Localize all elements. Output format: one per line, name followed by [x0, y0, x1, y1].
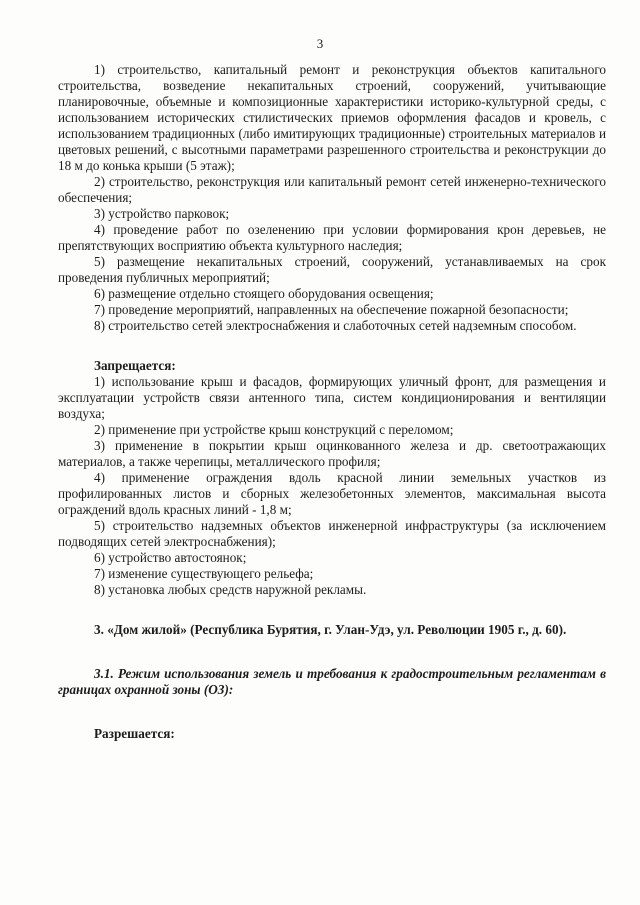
- prohibited-heading: Запрещается:: [94, 358, 176, 373]
- prohibited-item-6: 6) устройство автостоянок;: [94, 550, 247, 565]
- allowed-item-4: 4) проведение работ по озеленению при условии формирования крон деревьев, не препятствующих восприятию объекта культурного наследия;: [58, 222, 606, 253]
- section-heading: 3. «Дом жилой» (Республика Бурятия, г. Улан-Удэ, ул. Революции 1905 г., д. 60).: [94, 622, 567, 637]
- subsection-heading: 3.1. Режим использования земель и требования к градостроительным регламентам в границах охранной зоны (ОЗ):: [58, 666, 606, 697]
- prohibited-item-1: 1) использование крыш и фасадов, формирующих уличный фронт, для размещения и эксплуатации устройств связи антенного типа, систем кондиционирования и вентиляции воздуха;: [58, 374, 606, 421]
- prohibited-item-5: 5) строительство надземных объектов инженерной инфраструктуры (за исключением подводящих сетей электроснабжения);: [58, 518, 606, 549]
- page-number: 3: [316, 36, 324, 51]
- prohibited-item-4: 4) применение ограждения вдоль красной линии земельных участков из профилированных листов и сборных железобетонных элементов, максимальная высота ограждений вдоль красных линий - 1,8 м;: [58, 470, 606, 517]
- prohibited-item-8: 8) установка любых средств наружной рекламы.: [94, 582, 367, 597]
- allowed-item-3: 3) устройство парковок;: [94, 206, 230, 221]
- allowed-item-6: 6) размещение отдельно стоящего оборудования освещения;: [94, 286, 434, 301]
- allowed-item-2: 2) строительство, реконструкция или капитальный ремонт сетей инженерно-технического обеспечения;: [58, 174, 606, 205]
- prohibited-item-2: 2) применение при устройстве крыш конструкций с переломом;: [94, 422, 454, 437]
- prohibited-item-7: 7) изменение существующего рельефа;: [94, 566, 314, 581]
- allowed-item-8: 8) строительство сетей электроснабжения и слаботочных сетей надземным способом.: [94, 318, 577, 333]
- document-body: [58, 62, 606, 742]
- allowed-item-7: 7) проведение мероприятий, направленных на обеспечение пожарной безопасности;: [94, 302, 569, 317]
- allowed-item-1: 1) строительство, капитальный ремонт и реконструкция объектов капитального строительства, возведение некапитальных строений, сооружений, учитывающие планировочные, объемные и композиционные характеристики историко-культурной среды, с использованием исторических стилистических приемов оформления фасадов и кровель, с использованием традиционных (либо имитирующих традиционные) строительных материалов и цветовых решений, с высотными параметрами разрешенного строительства и реконструкции до 18 м до конька крыши (5 этаж);: [58, 62, 606, 173]
- prohibited-item-3: 3) применение в покрытии крыш оцинкованного железа и др. светоотражающих материалов, а также черепицы, металлического профиля;: [58, 438, 606, 469]
- allowed-item-5: 5) размещение некапитальных строений, сооружений, устанавливаемых на срок проведения публичных мероприятий;: [58, 254, 606, 285]
- allowed-heading: Разрешается:: [94, 726, 175, 741]
